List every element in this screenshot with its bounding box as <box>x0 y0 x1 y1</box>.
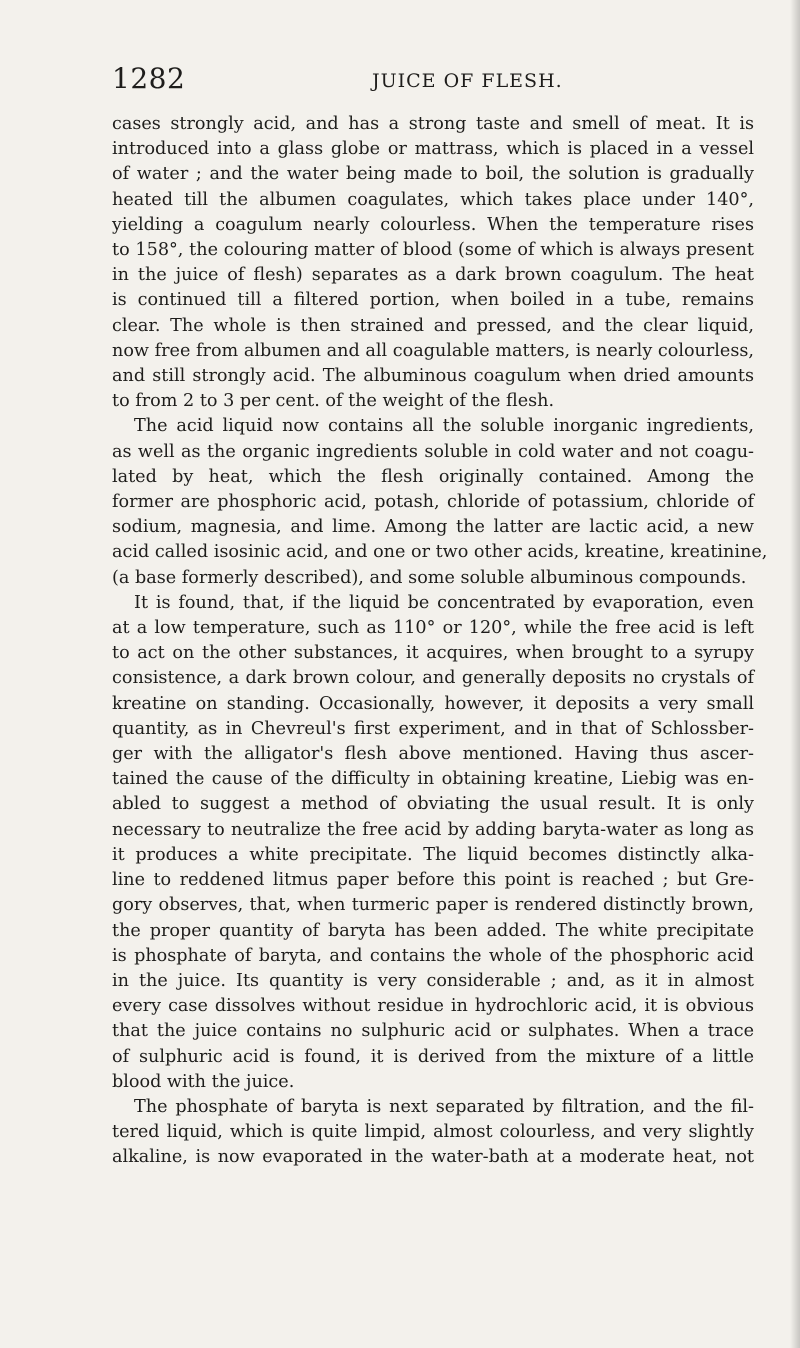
text-line: The phosphate of baryta is next separated by filtration, and the fil- <box>134 1096 754 1117</box>
text-line: ger with the alligator's flesh above mentioned. Having thus ascer- <box>112 744 754 765</box>
text-line: quantity, as in Chevreul's first experiment, and in that of Schlossber- <box>112 718 754 739</box>
text-line: yielding a coagulum nearly colourless. When the temperature rises <box>112 214 754 235</box>
text-line: introduced into a glass globe or mattrass, which is placed in a vessel <box>112 139 754 160</box>
text-line: that the juice contains no sulphuric acid or sulphates. When a trace <box>112 1021 754 1042</box>
text-line: the proper quantity of baryta has been added. The white precipitate <box>112 920 754 941</box>
text-line: tered liquid, which is quite limpid, almost colourless, and very slightly <box>112 1122 754 1143</box>
paragraph <box>112 1095 754 1171</box>
text-line: The acid liquid now contains all the soluble inorganic ingredients, <box>134 416 754 437</box>
text-line: and still strongly acid. The albuminous coagulum when dried amounts <box>112 366 754 387</box>
text-line: of water ; and the water being made to boil, the solution is gradually <box>112 164 754 185</box>
paragraph <box>112 414 768 590</box>
text-line: heated till the albumen coagulates, which takes place under 140°, <box>112 189 754 210</box>
text-line: abled to suggest a method of obviating the usual result. It is only <box>112 794 754 815</box>
text-line: now free from albumen and all coagulable matters, is nearly colourless, <box>112 340 754 361</box>
page-header <box>112 62 756 102</box>
text-line: acid called isosinic acid, and one or two other acids, kreatine, kreatinine, <box>112 542 768 563</box>
text-line: to act on the other substances, it acquires, when brought to a syrupy <box>112 643 754 664</box>
text-line: consistence, a dark brown colour, and generally deposits no crystals of <box>112 668 754 689</box>
text-line: cases strongly acid, and has a strong taste and smell of meat. It is <box>112 114 754 134</box>
page-edge-shadow <box>790 0 800 1348</box>
page-number: 1282 <box>112 62 186 95</box>
text-line: (a base formerly described), and some soluble albuminous compounds. <box>112 567 747 588</box>
text-line: alkaline, is now evaporated in the water-bath at a moderate heat, not <box>112 1147 754 1168</box>
text-line: clear. The whole is then strained and pressed, and the clear liquid, <box>112 315 754 336</box>
text-line: kreatine on standing. Occasionally, however, it deposits a very small <box>112 693 754 714</box>
text-line: sodium, magnesia, and lime. Among the latter are lactic acid, a new <box>112 517 754 538</box>
paragraph <box>112 112 754 414</box>
text-line: line to reddened litmus paper before this point is reached ; but Gre- <box>112 870 754 891</box>
text-line: in the juice. Its quantity is very considerable ; and, as it in almost <box>112 970 754 991</box>
text-line: as well as the organic ingredients soluble in cold water and not coagu- <box>112 441 754 462</box>
text-line: it produces a white precipitate. The liquid becomes distinctly alka- <box>112 844 754 865</box>
text-line: gory observes, that, when turmeric paper is rendered distinctly brown, <box>112 895 754 916</box>
text-line: is phosphate of baryta, and contains the whole of the phosphoric acid <box>112 945 754 966</box>
text-line: to from 2 to 3 per cent. of the weight of the flesh. <box>112 391 555 412</box>
text-line: of sulphuric acid is found, it is derived from the mixture of a little <box>112 1046 754 1067</box>
text-line: in the juice of flesh) separates as a dark brown coagulum. The heat <box>112 265 754 286</box>
text-line: former are phosphoric acid, potash, chloride of potassium, chloride of <box>112 492 754 513</box>
text-line: at a low temperature, such as 110° or 120°, while the free acid is left <box>112 618 754 639</box>
body-text <box>112 112 768 1171</box>
text-line: is continued till a filtered portion, when boiled in a tube, remains <box>112 290 754 311</box>
text-line: every case dissolves without residue in hydrochloric acid, it is obvious <box>112 996 754 1017</box>
text-line: blood with the juice. <box>112 1071 295 1092</box>
running-head: JUICE OF FLESH. <box>372 70 563 92</box>
text-line: lated by heat, which the flesh originally contained. Among the <box>112 466 754 487</box>
text-line: tained the cause of the difficulty in obtaining kreatine, Liebig was en- <box>112 769 754 790</box>
text-line: It is found, that, if the liquid be concentrated by evaporation, even <box>134 592 754 613</box>
text-line: to 158°, the colouring matter of blood (some of which is always present <box>112 240 754 261</box>
text-line: necessary to neutralize the free acid by adding baryta-water as long as <box>112 819 754 840</box>
paragraph <box>112 591 754 1095</box>
